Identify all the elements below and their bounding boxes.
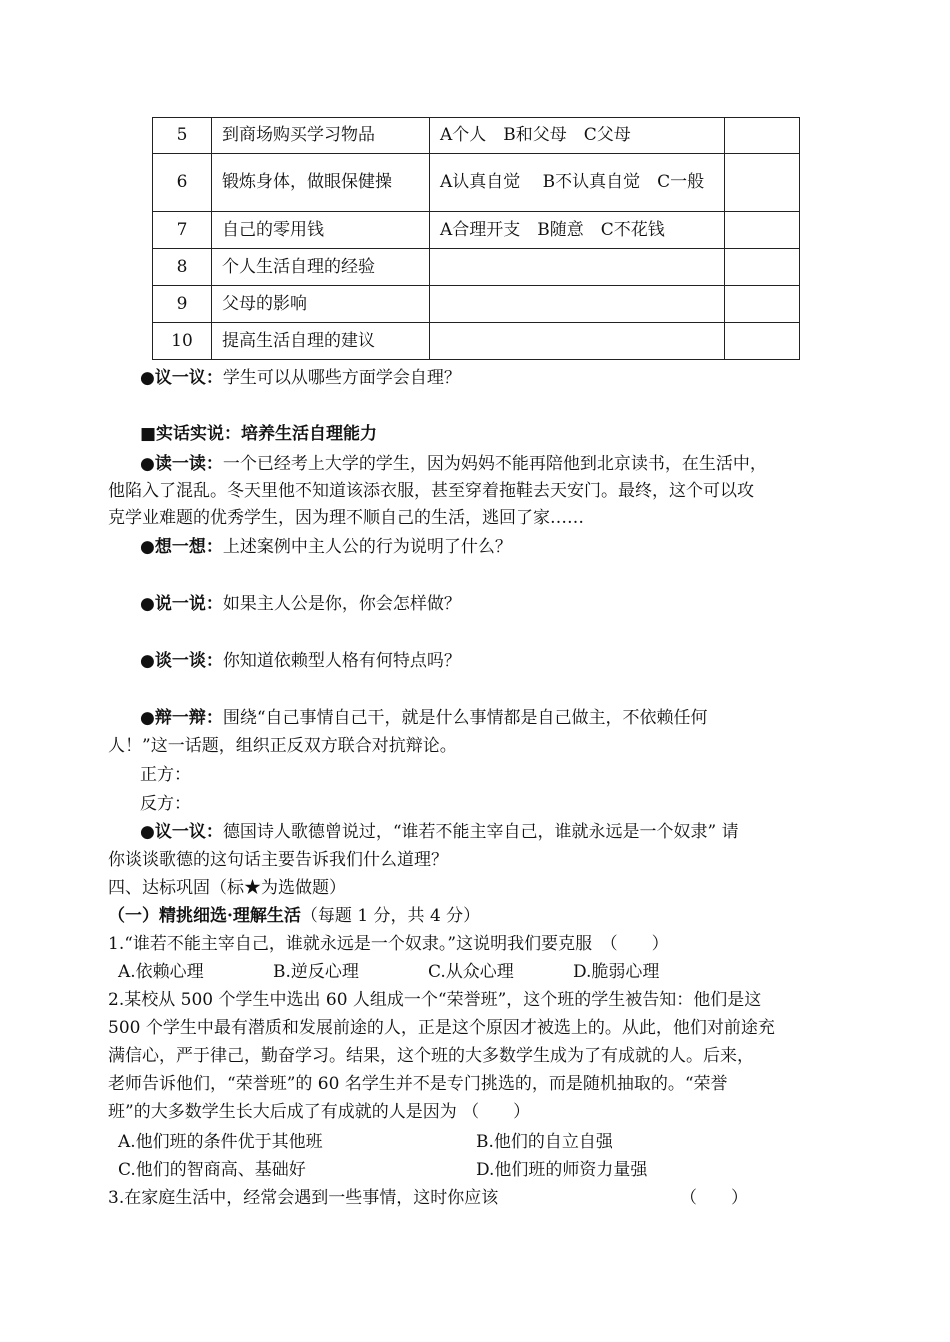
row-answer (725, 118, 800, 154)
q2-option-d: D.他们班的师资力量强 (476, 1160, 648, 1180)
row-options (430, 323, 725, 360)
row-item: 父母的影响 (212, 286, 430, 323)
read-prompt: ●读一读：一个已经考上大学的学生，因为妈妈不能再陪他到北京读书，在生活中， (140, 454, 767, 474)
row-options (430, 286, 725, 323)
debate-prompt: ●辩一辩：围绕“自己事情自己干，就是什么事情都是自己做主，不依赖任何 (140, 708, 708, 728)
discuss-text-line: 你谈谈歌德的这句话主要告诉我们什么道理？ (108, 850, 448, 870)
part4-subtitle: （一）精挑细选·理解生活（每题 1 分，共 4 分） (108, 906, 481, 926)
q2-option-b: B.他们的自立自强 (476, 1132, 613, 1152)
q2-option-a: A.他们班的条件优于其他班 (118, 1132, 323, 1152)
read-text-line: 他陷入了混乱。冬天里他不知道该添衣服，甚至穿着拖鞋去天安门。最终，这个可以攻 (108, 481, 754, 501)
row-answer (725, 249, 800, 286)
row-item: 提高生活自理的建议 (212, 323, 430, 360)
q3-answer-paren: （ ） (680, 1188, 748, 1208)
row-number: 10 (153, 323, 212, 360)
question-2-line: 老师告诉他们，“荣誉班”的 60 名学生并不是专门挑选的，而是随机抽取的。“荣誉 (108, 1074, 728, 1094)
row-number: 5 (153, 118, 212, 154)
row-answer (725, 286, 800, 323)
row-options: A个人 B和父母 C父母 (430, 118, 725, 154)
question-2-line: 满信心，严于律己，勤奋学习。结果，这个班的大多数学生成为了有成就的人。后来， (108, 1046, 754, 1066)
row-answer (725, 212, 800, 249)
table-row (153, 286, 800, 323)
discuss-prompt-2: ●议一议：德国诗人歌德曾说过，“谁若不能主宰自己，谁就永远是一个奴隶” 请 (140, 822, 739, 842)
section-heading: ■实话实说：培养生活自理能力 (140, 424, 378, 444)
discuss-prompt-1: ●议一议：学生可以从哪些方面学会自理？ (140, 368, 461, 388)
row-options: A认真自觉 B不认真自觉 C一般 (430, 154, 725, 212)
question-1-stem: 1.“谁若不能主宰自己，谁就永远是一个奴隶。”这说明我们要克服 （ ） (108, 934, 669, 954)
talk-prompt: ●谈一谈：你知道依赖型人格有何特点吗？ (140, 651, 461, 671)
table-row (153, 323, 800, 360)
row-options (430, 249, 725, 286)
row-answer (725, 323, 800, 360)
row-item: 锻炼身体，做眼保健操 (212, 154, 430, 212)
q1-option-b: B.逆反心理 (273, 962, 359, 982)
table-row (153, 118, 800, 154)
q1-option-c: C.从众心理 (428, 962, 514, 982)
con-side-label: 反方： (140, 794, 191, 814)
row-number: 6 (153, 154, 212, 212)
q1-option-a: A.依赖心理 (118, 962, 204, 982)
say-prompt: ●说一说：如果主人公是你，你会怎样做？ (140, 594, 461, 614)
survey-table (152, 117, 800, 360)
question-2-line: 500 个学生中最有潜质和发展前途的人，正是这个原因才被选上的。从此，他们对前途充 (108, 1018, 775, 1038)
table-row (153, 212, 800, 249)
question-2-line: 2.某校从 500 个学生中选出 60 人组成一个“荣誉班”，这个班的学生被告知：他们是这 (108, 990, 762, 1010)
row-options: A合理开支 B随意 C不花钱 (430, 212, 725, 249)
row-number: 7 (153, 212, 212, 249)
read-text-line: 克学业难题的优秀学生，因为理不顺自己的生活，逃回了家…… (108, 508, 584, 528)
q1-option-d: D.脆弱心理 (573, 962, 660, 982)
think-prompt: ●想一想：上述案例中主人公的行为说明了什么？ (140, 537, 512, 557)
table-row (153, 249, 800, 286)
debate-text-line: 人！”这一话题，组织正反双方联合对抗辩论。 (108, 736, 457, 756)
row-number: 9 (153, 286, 212, 323)
question-3-stem: 3.在家庭生活中，经常会遇到一些事情，这时你应该 (108, 1188, 499, 1208)
q2-option-c: C.他们的智商高、基础好 (118, 1160, 306, 1180)
part4-title: 四、达标巩固（标★为选做题） (108, 878, 346, 898)
row-item: 到商场购买学习物品 (212, 118, 430, 154)
row-number: 8 (153, 249, 212, 286)
question-2-line: 班”的大多数学生长大后成了有成就的人是因为 （ ） (108, 1102, 531, 1122)
row-item: 个人生活自理的经验 (212, 249, 430, 286)
row-item: 自己的零用钱 (212, 212, 430, 249)
row-answer (725, 154, 800, 212)
pro-side-label: 正方： (140, 765, 191, 785)
table-row (153, 154, 800, 212)
